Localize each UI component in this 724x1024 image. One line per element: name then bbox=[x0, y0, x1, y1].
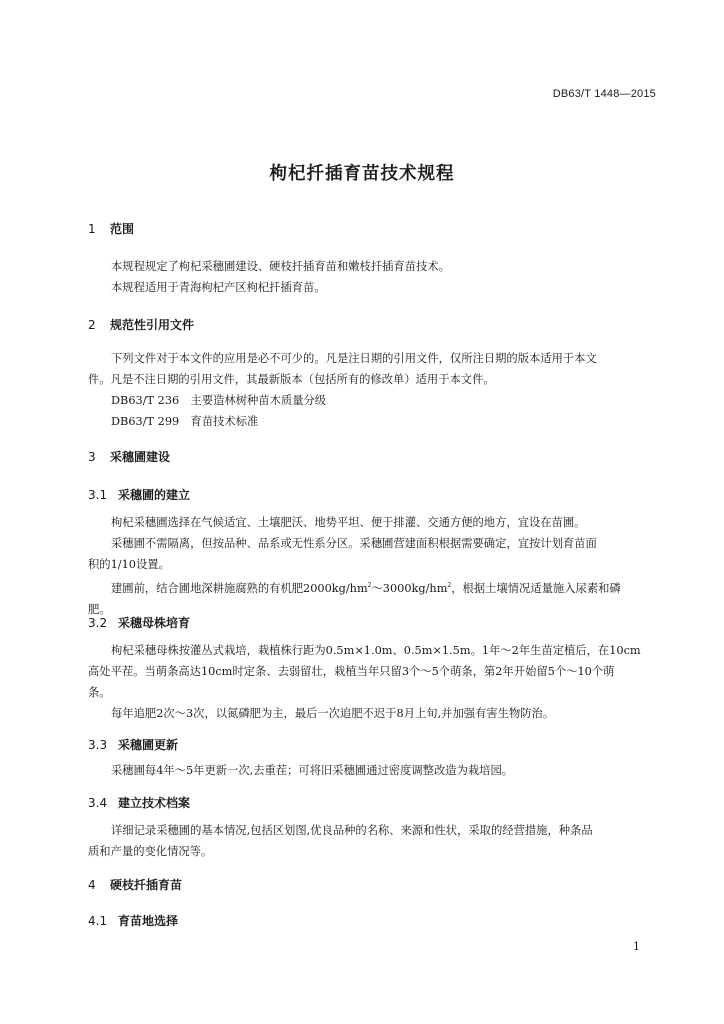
paragraph-3-1 bbox=[88, 512, 660, 620]
heading-2 bbox=[88, 316, 194, 333]
text-fragment: 建圃前，结合圃地深耕施腐熟的有机肥2000kg/hm bbox=[111, 581, 368, 595]
heading-3-1 bbox=[88, 486, 190, 503]
text-line: 采穗圃不需隔离，但按品种、品系或无性系分区。采穗圃营建面积根据需要确定，宜按计划育苗面 bbox=[111, 537, 597, 550]
text-fragment: ，根据土壤情况适量施入尿素和磷 bbox=[451, 581, 621, 595]
heading-number: 3 bbox=[88, 450, 96, 464]
heading-text: 采穗圃的建立 bbox=[118, 488, 191, 502]
page-title: 枸杞扦插育苗技术规程 bbox=[269, 164, 455, 184]
paragraph-3-4 bbox=[88, 820, 660, 862]
text-fragment: ～3000kg/hm bbox=[371, 581, 448, 595]
text-line: 枸杞采穗圃选择在气候适宜、土壤肥沃、地势平坦、便于排灌、交通方便的地方，宜设在苗圃。 bbox=[111, 516, 586, 529]
text-line: 下列文件对于本文件的应用是必不可少的。凡是注日期的引用文件，仅所注日期的版本适用于本文 bbox=[111, 352, 597, 365]
heading-number: 3.1 bbox=[88, 488, 108, 502]
heading-number: 4 bbox=[88, 878, 96, 892]
doc-code: DB63/T 1448—2015 bbox=[552, 88, 656, 100]
text-line: 详细记录采穗圃的基本情况,包括区划图,优良品种的名称、来源和性状，采取的经营措施，种条品 bbox=[111, 824, 593, 837]
text-line: 高处平茬。当萌条高达10cm时定条、去弱留壮，栽植当年只留3个～5个萌条，第2年开始留5个～10个萌 bbox=[88, 665, 615, 678]
heading-text: 范围 bbox=[110, 222, 135, 236]
text-line: 条。 bbox=[88, 686, 111, 699]
text-line: 本规程规定了枸杞采穗圃建设、硬枝扦插育苗和嫩枝扦插育苗技术。 bbox=[111, 260, 450, 273]
text-line: 本规程适用于青海枸杞产区枸杞扦插育苗。 bbox=[111, 281, 326, 294]
text-line bbox=[88, 575, 660, 599]
heading-text: 建立技术档案 bbox=[118, 796, 191, 810]
text-line: 积的1/10设置。 bbox=[88, 558, 170, 571]
heading-number: 2 bbox=[88, 318, 96, 332]
heading-number: 1 bbox=[88, 222, 96, 236]
heading-3-4 bbox=[88, 794, 190, 811]
page-number: 1 bbox=[633, 940, 640, 953]
heading-number: 3.4 bbox=[88, 796, 108, 810]
paragraph-references bbox=[88, 348, 660, 432]
text-line: 件。凡是不注日期的引用文件，其最新版本（包括所有的修改单）适用于本文件。 bbox=[88, 373, 495, 386]
reference-item: DB63/T 236 主要造林树种苗木质量分级 bbox=[111, 394, 327, 407]
superscript: 2 bbox=[447, 582, 452, 589]
paragraph-3-3 bbox=[88, 760, 660, 781]
text-line: 肥。 bbox=[88, 602, 111, 616]
heading-text: 采穗圃建设 bbox=[110, 450, 171, 464]
reference-item: DB63/T 299 育苗技术标准 bbox=[111, 415, 259, 428]
heading-3-3 bbox=[88, 736, 178, 753]
text-line: 枸杞采穗母株按灌丛式栽培，栽植株行距为0.5m×1.0m、0.5m×1.5m。1年～2年生苗定植后，在10cm bbox=[111, 644, 641, 657]
paragraph-scope bbox=[88, 256, 660, 298]
heading-3-2 bbox=[88, 614, 190, 631]
heading-3 bbox=[88, 448, 170, 465]
heading-4-1 bbox=[88, 912, 178, 929]
text-line: 每年追肥2次～3次，以氮磷肥为主，最后一次追肥不迟于8月上旬,并加强有害生物防治。 bbox=[111, 707, 555, 720]
text-line: 采穗圃每4年～5年更新一次,去重茬；可将旧采穗圃通过密度调整改造为栽培园。 bbox=[111, 764, 514, 777]
heading-text: 采穗圃更新 bbox=[118, 738, 179, 752]
heading-number: 3.2 bbox=[88, 616, 108, 630]
heading-text: 硬枝扦插育苗 bbox=[110, 878, 183, 892]
heading-text: 采穗母株培育 bbox=[118, 616, 191, 630]
paragraph-3-2 bbox=[88, 640, 660, 724]
text-line: 质和产量的变化情况等。 bbox=[88, 845, 213, 858]
superscript: 2 bbox=[367, 582, 372, 589]
heading-4 bbox=[88, 876, 182, 893]
heading-text: 育苗地选择 bbox=[118, 914, 179, 928]
heading-1 bbox=[88, 220, 134, 237]
heading-number: 4.1 bbox=[88, 914, 108, 928]
heading-text: 规范性引用文件 bbox=[110, 318, 195, 332]
heading-number: 3.3 bbox=[88, 738, 108, 752]
